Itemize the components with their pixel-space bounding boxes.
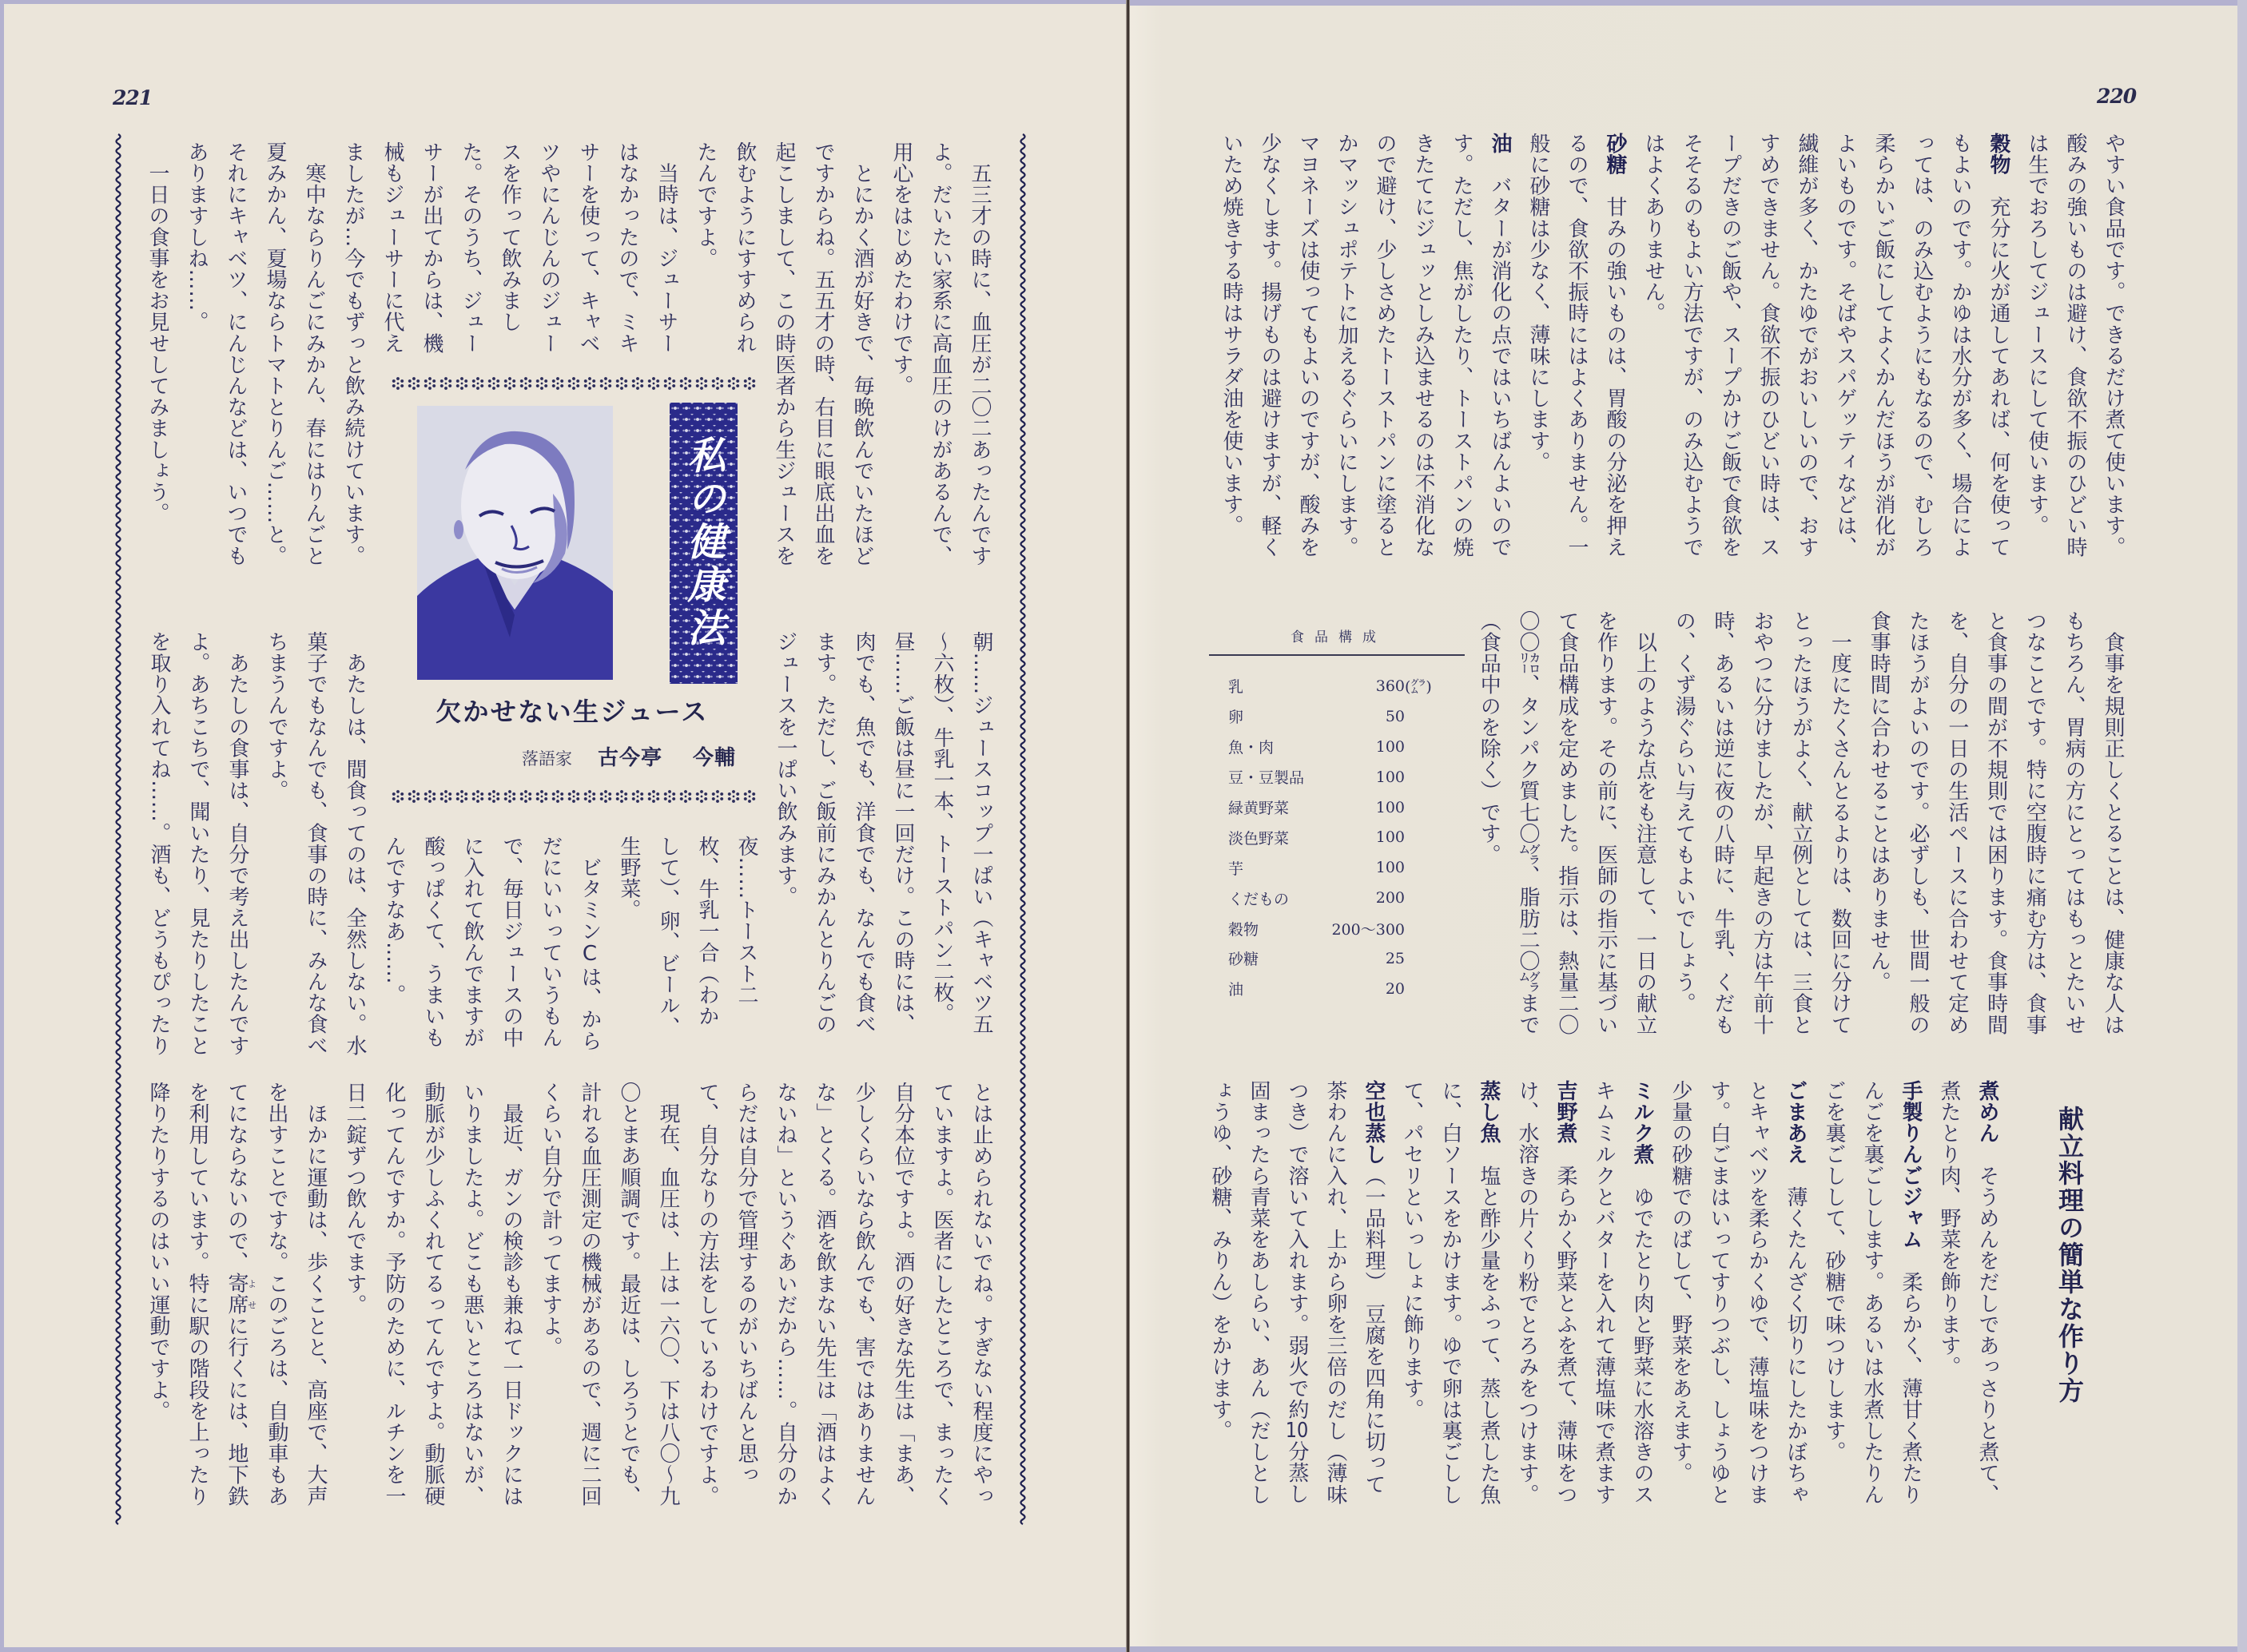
table-row xyxy=(1228,974,1468,1004)
column-text: つき）で溶いて入れます。弱火で約 xyxy=(1285,1080,1309,1420)
text-column: 夏みかん、夏場ならトマトとりんご……と。 xyxy=(263,141,287,566)
text-column: だにいいっていうもん xyxy=(539,836,563,1048)
column-text: に行くには、地下鉄 xyxy=(225,1315,249,1507)
food-item: 油 xyxy=(1228,981,1244,999)
food-amount: 100 xyxy=(1375,828,1405,847)
text-column: 朝……ジュースコップ一ぱい（キャベツ五 xyxy=(969,631,993,1035)
text-column: （食品中のを除く）です。 xyxy=(1477,610,1501,866)
author-role: 落語家 xyxy=(522,749,572,768)
text-column: て、自分なりの方法をしているわけですよ。 xyxy=(695,1082,719,1507)
text-column: 生野菜。 xyxy=(617,836,641,921)
text-column: 枚、牛乳一合（わか xyxy=(695,836,719,1027)
column-text: は、から xyxy=(578,966,602,1052)
text-column: きたてにジュッとしみ込ませるのは不消化な xyxy=(1411,133,1435,558)
wavy-border-right-icon xyxy=(1017,134,1028,1523)
food-amount: 360 xyxy=(1375,677,1405,695)
text-column: 夜……トースト二 xyxy=(734,836,758,1006)
column-text: 薄くたんざく切りにしたかぼちゃ xyxy=(1784,1165,1808,1506)
text-column: サーが出てからは、機 xyxy=(420,141,443,354)
text-column: ましたが…今でもずっと飲み続けています。 xyxy=(341,141,365,566)
food-category-term: 油 xyxy=(1488,133,1512,154)
text-column: 飲むようにすすめられ xyxy=(733,141,757,354)
text-column: す。ただし、焦がしたり、トーストパンの焼 xyxy=(1450,133,1473,558)
text-column: ていますよ。医者にしたところで、まったく xyxy=(930,1082,954,1507)
table-row xyxy=(1228,762,1468,792)
column-text: バターが消化の点ではいちばんよいので xyxy=(1488,153,1512,558)
text-column: たんですよ。 xyxy=(694,141,718,269)
text-column: 繊維が多く、かたゆでがおいしいので、おす xyxy=(1795,133,1819,558)
author-given-name: 今輔 xyxy=(693,746,737,770)
text-column xyxy=(1354,1080,1393,1535)
text-column xyxy=(1596,133,1634,588)
text-column: ます。ただし、ご飯前にみかんとりんごの xyxy=(813,631,837,1035)
text-column: もちろん、胃病の方にとってはもっとたいせ xyxy=(2062,610,2086,1035)
food-amount: 200〜300 xyxy=(1331,920,1405,939)
food-amount: 100 xyxy=(1375,737,1405,756)
text-column: を利用しています。特に駅の階段を上ったり xyxy=(185,1082,209,1507)
text-column: 当時は、ジューサー xyxy=(654,141,678,354)
food-composition-table xyxy=(1228,671,1468,1004)
text-column xyxy=(1481,133,1519,588)
text-column: 五三才の時に、血圧が二〇二あったんです xyxy=(968,141,992,566)
text-column: 固まったら青菜をあしらい、あん（だしとし xyxy=(1247,1080,1271,1505)
recipes-block xyxy=(1201,1080,2006,1535)
text-column xyxy=(1546,1080,1585,1535)
food-item: 豆・豆製品 xyxy=(1228,769,1305,788)
food-amount: 100 xyxy=(1375,798,1405,816)
table-row xyxy=(1228,852,1468,883)
food-item: 穀物 xyxy=(1228,920,1259,939)
text-column: 煮たとり肉、野菜を飾ります。 xyxy=(1937,1080,1961,1378)
text-column: スを作って飲みまし xyxy=(498,141,522,333)
text-column: ないね」というぐあいだから……。自分のか xyxy=(774,1082,797,1507)
text-column: いりましたよ。どこも悪いところはないが、 xyxy=(460,1082,484,1507)
table-row xyxy=(1228,701,1468,732)
text-column: ですからね。五五才の時、右目に眼底出血を xyxy=(811,141,835,566)
food-amount: 25 xyxy=(1385,949,1405,967)
text-column: あたしの食事は、自分で考え出したんです xyxy=(225,631,249,1056)
text-column: 日二錠ずつ飲んでます。 xyxy=(343,1082,367,1316)
text-column: に、白ソースをかけます。ゆで卵は裏ごしし xyxy=(1438,1080,1462,1505)
text-column: もよいのです。かゆは水分が多く、場合によ xyxy=(1948,133,1972,558)
column-text: ビタミン xyxy=(578,836,602,942)
text-column: 現在、血圧は、上は一六〇、下は八〇〜九 xyxy=(656,1082,680,1507)
book-gutter xyxy=(1126,0,1130,1652)
text-column xyxy=(1891,1080,1930,1535)
text-column: それにキャベツ、にんじんなどは、いつでも xyxy=(224,141,248,566)
text-column: んごを裏ごしします。あるいは水煮したりん xyxy=(1860,1080,1884,1505)
text-column: 酸みの強いものは避け、食欲不振のひどい時 xyxy=(2063,133,2087,558)
text-column: っては、のみ込むようにもなるので、むしろ xyxy=(1910,133,1934,558)
text-column: 茶わんに入れ、上から卵を三倍のだし（薄味 xyxy=(1323,1080,1347,1505)
text-column: を作ります。その前に、医師の指示に基づい xyxy=(1593,610,1618,1035)
column-text: 分蒸し xyxy=(1285,1440,1309,1505)
text-column: そそるのもよい方法ですが、のみ込むようで xyxy=(1680,133,1704,558)
text-column: ので避け、少しさめたトーストパンに塗ると xyxy=(1373,133,1397,558)
recipe-name: 蒸し魚 xyxy=(1477,1080,1501,1144)
text-column: け、水溶きの片くり粉でとろみをつけます。 xyxy=(1515,1080,1539,1505)
food-item: 乳 xyxy=(1228,678,1244,697)
text-column: はなかったので、ミキ xyxy=(615,141,639,354)
text-column: つなことです。特に空腹時に痛む方は、食事 xyxy=(2022,610,2047,1035)
text-column: 動脈が少しふくれてるってんですよ。動脈硬 xyxy=(421,1082,445,1507)
text-column: な」とくる。酒を飲まない先生は「酒はよく xyxy=(813,1082,837,1507)
text-column: よ。だいたい家系に高血圧のけがあるんで、 xyxy=(929,141,952,566)
text-column: キムミルクとバターを入れて薄塩味で煮ます xyxy=(1592,1080,1616,1505)
text-column: よいものです。そばやスパゲッティなどは、 xyxy=(1833,133,1857,558)
text-column: に入れて飲んでますが xyxy=(460,836,484,1048)
text-column: あたしは、間食ってのは、全然しない。水 xyxy=(343,631,367,1056)
recipe-name: ミルク煮 xyxy=(1630,1080,1654,1166)
text-column: 菓子でもなんでも、食事の時に、みんな食べ xyxy=(304,631,328,1056)
text-column: 少しくらいなら飲んでも、害ではありません xyxy=(852,1082,876,1507)
recipe-name: 空也蒸し xyxy=(1362,1080,1386,1166)
text-column: らだは自分で管理するのがいちばんと思っ xyxy=(734,1082,758,1486)
text-column: 化ってんですか。予防のために、ルチンを一 xyxy=(382,1082,406,1507)
text-column: 自分本位ですよ。酒の好きな先生は「まあ、 xyxy=(891,1082,915,1507)
text-column: て食品構成を定めました。指示は、熱量二〇 xyxy=(1554,610,1579,1035)
text-column: 起こしまして、この時医者から生ジュースを xyxy=(772,141,796,566)
wavy-border-left-icon xyxy=(113,134,124,1523)
text-column: 〜六枚）、牛乳一本、トーストパン二枚。 xyxy=(930,631,954,1025)
text-column: を、自分の一日の生活ペースに合わせて定め xyxy=(1944,610,1969,1035)
page-number: 220 xyxy=(2097,85,2137,108)
text-column: 最近、ガンの検診も兼ねて一日ドックには xyxy=(499,1082,523,1507)
text-column: くらい自分で計ってますよ。 xyxy=(539,1082,563,1358)
food-amount: 20 xyxy=(1385,979,1405,998)
text-column: よ。あちこちで、聞いたり、見たりしたこと xyxy=(186,631,210,1056)
food-unit: (㌘) xyxy=(1405,678,1432,697)
table-row xyxy=(1228,732,1468,762)
page-220 xyxy=(1127,0,2247,1652)
text-column: とは止められないでね。すぎない程度にやっ xyxy=(969,1082,993,1507)
table-row xyxy=(1228,913,1468,943)
text-column: を取り入れてね……。酒も、どうもぴったり xyxy=(147,631,171,1056)
table-row xyxy=(1228,883,1468,913)
text-column: と食事の間が不規則では困ります。食事時間 xyxy=(1983,610,2008,1035)
text-column: ありますしね……。 xyxy=(185,141,209,333)
text-column: おやつに分けましたが、早起きの方は午前十 xyxy=(1749,610,1774,1035)
recipes-heading: 献立料理の簡単な作り方 xyxy=(2054,1106,2085,1404)
text-column: す。白ごまはいってすりつぶし、しょうゆと xyxy=(1707,1080,1731,1505)
series-title: 私の健康法 xyxy=(681,435,726,651)
column-text: （一品料理） 豆腐を四角に切って xyxy=(1362,1165,1386,1495)
column-text: 柔らかく野菜とふを煮て、薄味をつ xyxy=(1553,1143,1577,1506)
text-column: 寒中ならりんごにみかん、春にはりんごと xyxy=(302,141,326,566)
text-column: たほうがよいのです。必ずしも、世間一般の xyxy=(1906,610,1931,1035)
food-item: 緑黄野菜 xyxy=(1228,800,1290,817)
text-column: して）、卵、ビール、 xyxy=(656,836,680,1038)
upright-number: 10 xyxy=(1285,1420,1309,1441)
text-column: で、毎日ジュースの中 xyxy=(499,836,523,1048)
text-column xyxy=(217,1082,257,1537)
column-text: 柔らかく、薄甘く煮たり xyxy=(1899,1249,1923,1506)
asterisk-rule-top xyxy=(390,376,757,391)
text-column: 降りたりするのはいい運動ですよ。 xyxy=(146,1082,170,1422)
text-column: ょうゆ、砂糖、みりん）をかけます。 xyxy=(1208,1080,1232,1442)
column-text: 充分に火が通してあれば、何を使って xyxy=(1987,175,2010,558)
food-amount: 200 xyxy=(1375,889,1405,907)
food-category-term: 砂糖 xyxy=(1603,133,1627,176)
food-item: くだもの xyxy=(1228,890,1290,908)
table-rule xyxy=(1209,654,1465,656)
text-column: ープだきのご飯や、スープかけご飯で食欲を xyxy=(1718,133,1742,558)
column-text: ゆでたとり肉と野菜に水溶きのス xyxy=(1630,1165,1654,1506)
food-item: 芋 xyxy=(1228,860,1244,878)
text-column: 計れる血圧測定の機械があるので、週に二回 xyxy=(578,1082,602,1507)
text-column: ほかに運動は、歩くことと、高座で、大声 xyxy=(304,1082,328,1507)
text-column xyxy=(570,631,609,1086)
text-column: 〇〇㌍、タンパク質七〇㌘、脂肪二〇㌘まで xyxy=(1516,610,1541,1035)
food-item: 魚・肉 xyxy=(1228,739,1275,757)
table-title: 食品構成 xyxy=(1291,629,1386,645)
scan-edge xyxy=(2237,0,2247,1652)
text-column: 肉でも、魚でも、洋食でも、なんでも食べ xyxy=(852,631,876,1035)
article-middle-block xyxy=(139,631,1000,1086)
text-column: 以上のような点をも注意して、一日の献立 xyxy=(1633,610,1657,1035)
text-column: 少量の砂糖でのばして、野菜をあえます。 xyxy=(1668,1080,1692,1484)
text-column: やすい食品です。できるだけ煮て使います。 xyxy=(2102,133,2126,558)
food-item: 淡色野菜 xyxy=(1228,829,1290,848)
text-column: 一度にたくさんとるよりは、数回に分けて xyxy=(1827,610,1852,1035)
text-column xyxy=(1979,133,2018,588)
recipe-name: 煮めん xyxy=(1975,1080,1999,1144)
text-column xyxy=(1776,1080,1815,1535)
text-column: るので、食欲不振時にはよくありません。一 xyxy=(1565,133,1589,558)
text-column: とにかく酒が好きで、毎晩飲んでいたほど xyxy=(850,141,874,566)
text-column: ツやにんじんのジュー xyxy=(537,141,561,354)
recipe-name: 手製りんごジャム xyxy=(1899,1080,1923,1250)
text-column: んですなあ……。 xyxy=(382,836,406,1006)
text-column: はよくありません。 xyxy=(1641,133,1665,324)
article-lower-block xyxy=(139,1082,1000,1537)
table-row xyxy=(1228,943,1468,974)
food-item: 卵 xyxy=(1228,709,1244,727)
column-text: 甘みの強いものは、胃酸の分泌を押え xyxy=(1603,175,1627,558)
text-column: は生でおろしてジュースにして使います。 xyxy=(2025,133,2049,537)
table-row xyxy=(1228,671,1468,701)
text-column: 〇とまあ順調です。最近は、しろうとでも、 xyxy=(617,1082,641,1507)
ruby-reading: よせ xyxy=(246,1273,257,1316)
text-column: 一日の食事をお見せしてみましょう。 xyxy=(145,141,169,524)
latin-letter: C xyxy=(578,942,602,967)
recipe-name: 吉野煮 xyxy=(1553,1080,1577,1144)
table-row xyxy=(1228,792,1468,823)
column-text: そうめんをだしであっさりと煮て、 xyxy=(1975,1143,1999,1506)
food-item: 砂糖 xyxy=(1228,951,1259,969)
text-column: 少なくします。揚げものは避けますが、軽く xyxy=(1258,133,1282,558)
text-column xyxy=(1278,1080,1316,1535)
meal-planning-block xyxy=(1469,610,2132,1066)
text-column xyxy=(1623,1080,1661,1535)
author-surname: 古今亭 xyxy=(598,746,663,770)
text-column: 械もジューサーに代え xyxy=(380,141,404,354)
text-column: て、パセリといっしょに飾ります。 xyxy=(1400,1080,1424,1420)
food-amount: 50 xyxy=(1385,707,1405,725)
text-column: サーを使って、キャベ xyxy=(576,141,600,354)
text-column: ジュースを一ぱい飲みます。 xyxy=(774,631,797,907)
text-column: を出すことですな。このごろは、自動車もあ xyxy=(264,1082,288,1507)
text-column: ごを裏ごしして、砂糖で味つけします。 xyxy=(1822,1080,1846,1463)
food-amount: 100 xyxy=(1375,768,1405,786)
table-row xyxy=(1228,822,1468,852)
food-amount: 100 xyxy=(1375,859,1405,877)
text-column: すめできません。食欲不振のひどい時は、ス xyxy=(1756,133,1780,558)
recipe-name: ごまあえ xyxy=(1784,1080,1808,1166)
text-column xyxy=(1968,1080,2006,1535)
text-column: た。そのうち、ジュー xyxy=(459,141,483,354)
text-column: 食事を規則正しくとることは、健康な人は xyxy=(2101,610,2125,1035)
text-column: 柔らかいご飯にしてよくかんだほうが消化が xyxy=(1871,133,1895,558)
text-column: 般に砂糖は少なく、薄味にします。 xyxy=(1526,133,1550,473)
ruby-base: 寄席 xyxy=(225,1273,249,1316)
text-column: ちまうんですよ。 xyxy=(264,631,288,801)
text-column: マヨネーズは使ってもよいのですが、酸みを xyxy=(1296,133,1320,558)
diet-notes-block xyxy=(1212,133,2133,588)
text-column: 時、あるいは逆に夜の八時に、牛乳、くだも xyxy=(1711,610,1736,1035)
column-text: 塩と酢少量をふって、蒸し煮した魚 xyxy=(1477,1143,1501,1506)
ruby-annotation xyxy=(225,1273,257,1316)
text-column: 食事時間に合わせることはありません。 xyxy=(1867,610,1891,993)
text-column: とキャベツを柔らかくゆで、薄塩味をつけま xyxy=(1745,1080,1769,1505)
text-column: 昼……ご飯は昼に一回だけ。この時には、 xyxy=(891,631,915,1035)
text-column xyxy=(1469,1080,1508,1535)
text-column: とったほうがよく、献立例としては、三食と xyxy=(1788,610,1813,1035)
text-column: 酸っぱくて、うまいも xyxy=(421,836,445,1048)
text-column: の、くず湯ぐらい与えてもよいでしょう。 xyxy=(1672,610,1696,1015)
text-column: かマッシュポテトに加えるぐらいにします。 xyxy=(1334,133,1358,558)
article-headline: 欠かせない生ジュース xyxy=(435,697,709,727)
text-column: 用心をはじめたわけです。 xyxy=(889,141,913,397)
column-text: てにならないので、 xyxy=(225,1082,249,1273)
page-number: 221 xyxy=(113,86,153,109)
text-column: いため焼きする時はサラダ油を使います。 xyxy=(1219,133,1243,537)
food-category-term: 穀物 xyxy=(1987,133,2010,176)
